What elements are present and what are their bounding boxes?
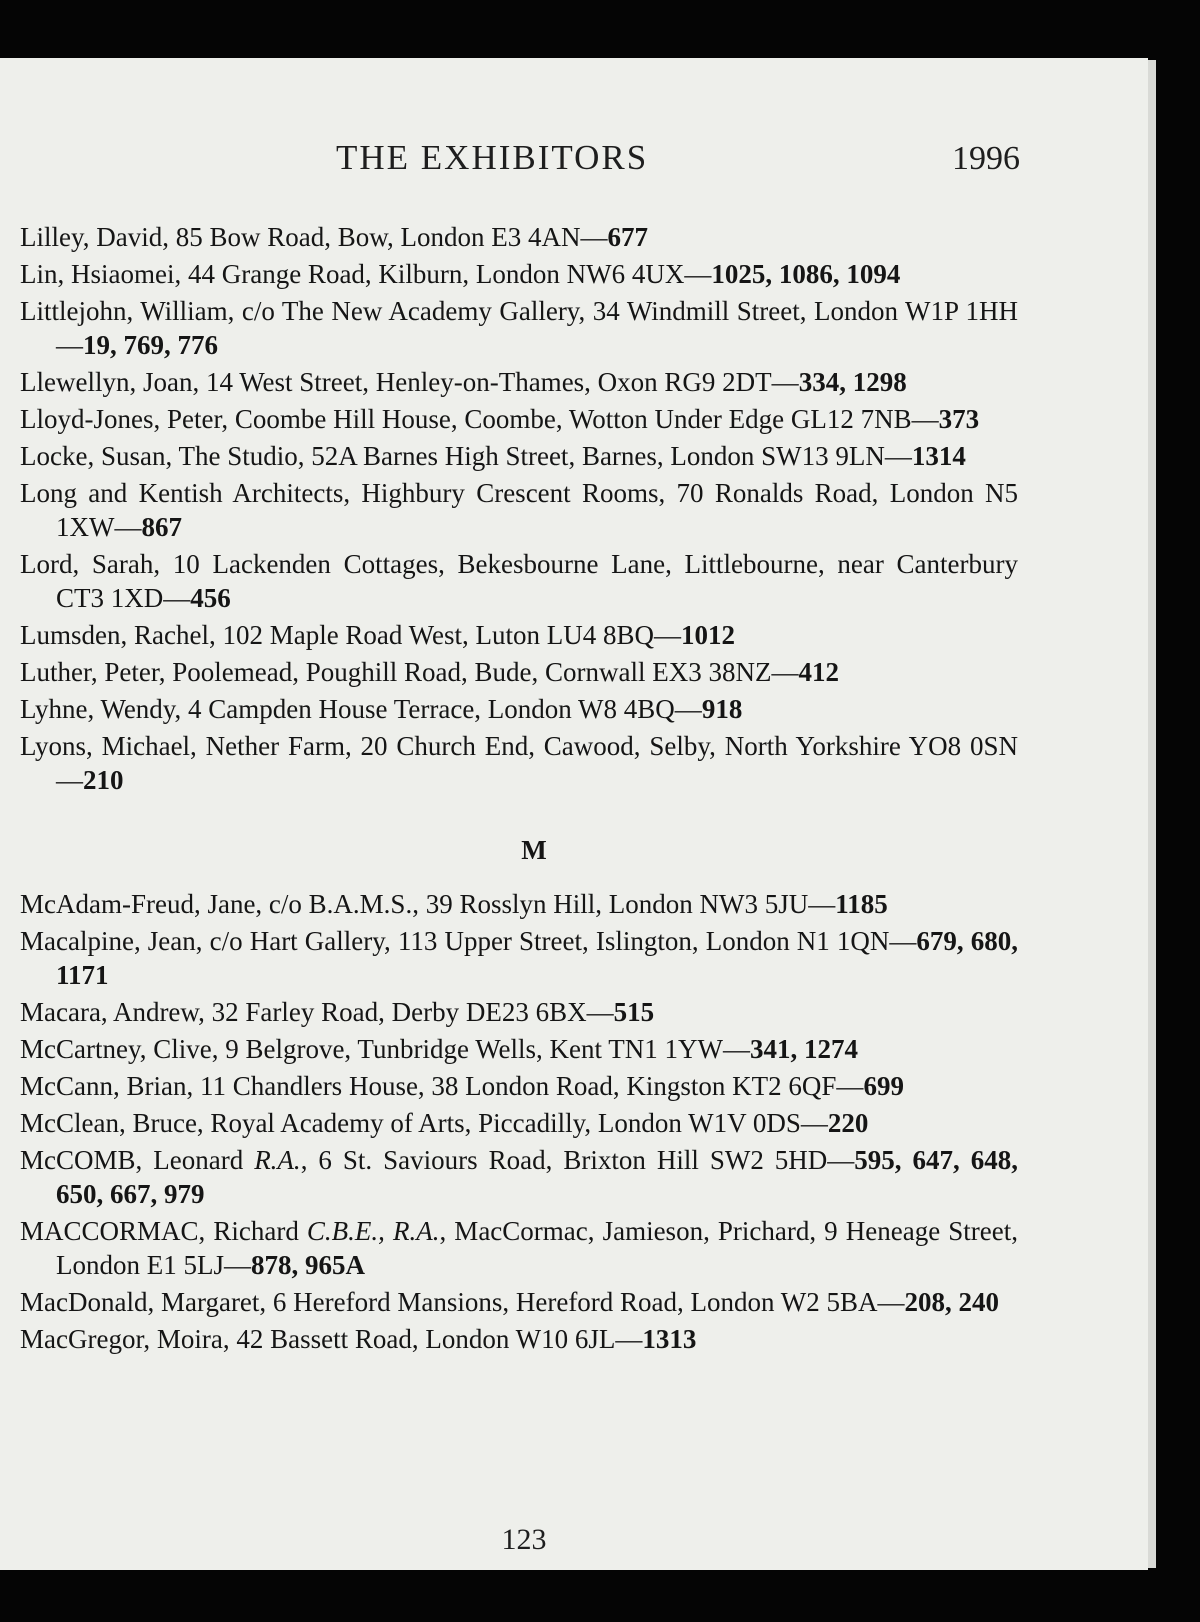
exhibitor-entry: MacGregor, Moira, 42 Bassett Road, London W10 6JL—1313 [20, 1324, 697, 1354]
running-year: 1996 [952, 140, 1020, 177]
exhibitor-entry: McCOMB, Leonard R.A., 6 St. Saviours Road, Brixton Hill SW2 5HD—595, 647, 648, 650, 667, 979 [20, 1145, 1019, 1209]
exhibitor-entry: MacDonald, Margaret, 6 Hereford Mansions, Hereford Road, London W2 5BA—208, 240 [20, 1287, 1000, 1317]
exhibitor-entry: Lilley, David, 85 Bow Road, Bow, London E3 4AN—677 [20, 222, 648, 252]
running-title: THE EXHIBITORS [336, 138, 649, 177]
exhibitor-entry: McCann, Brian, 11 Chandlers House, 38 London Road, Kingston KT2 6QF—699 [20, 1071, 904, 1101]
exhibitor-entry: Lyhne, Wendy, 4 Campden House Terrace, London W8 4BQ—918 [20, 694, 743, 724]
running-head [0, 138, 1148, 188]
page-edge [1148, 60, 1156, 1568]
book-page [0, 58, 1148, 1570]
exhibitor-entry: Macara, Andrew, 32 Farley Road, Derby DE23 6BX—515 [20, 997, 655, 1027]
exhibitor-entry: Lord, Sarah, 10 Lackenden Cottages, Bekesbourne Lane, Littlebourne, near Canterbury CT3 1XD—456 [20, 549, 1018, 613]
exhibitor-entry: Long and Kentish Architects, Highbury Crescent Rooms, 70 Ronalds Road, London N5 1XW—867 [20, 478, 1018, 542]
exhibitor-entry: Locke, Susan, The Studio, 52A Barnes High Street, Barnes, London SW13 9LN—1314 [20, 441, 966, 471]
exhibitor-entry: McClean, Bruce, Royal Academy of Arts, Piccadilly, London W1V 0DS—220 [20, 1108, 869, 1138]
exhibitor-entry: Llewellyn, Joan, 14 West Street, Henley-on-Thames, Oxon RG9 2DT—334, 1298 [20, 367, 907, 397]
exhibitor-entry: Littlejohn, William, c/o The New Academy Gallery, 34 Windmill Street, London W1P 1HH—19, 769, 776 [20, 296, 1018, 360]
section-heading-m: M [521, 835, 547, 865]
exhibitor-entry: McAdam-Freud, Jane, c/o B.A.M.S., 39 Rosslyn Hill, London NW3 5JU—1185 [20, 889, 888, 919]
exhibitor-entry: MACCORMAC, Richard C.B.E., R.A., MacCormac, Jamieson, Prichard, 9 Heneage Street, London E1 5LJ—878, 965A [20, 1216, 1019, 1280]
exhibitor-entry: McCartney, Clive, 9 Belgrove, Tunbridge Wells, Kent TN1 1YW—341, 1274 [20, 1034, 859, 1064]
exhibitor-entry: Luther, Peter, Poolemead, Poughill Road, Bude, Cornwall EX3 38NZ—412 [20, 657, 839, 687]
exhibitor-entry: Lyons, Michael, Nether Farm, 20 Church End, Cawood, Selby, North Yorkshire YO8 0SN—210 [20, 731, 1018, 795]
exhibitor-list [20, 220, 1018, 1359]
page-number: 123 [501, 1523, 547, 1556]
exhibitor-entry: Macalpine, Jean, c/o Hart Gallery, 113 Upper Street, Islington, London N1 1QN—679, 680, 1171 [20, 926, 1019, 990]
exhibitor-entry: Lumsden, Rachel, 102 Maple Road West, Luton LU4 8BQ—1012 [20, 620, 735, 650]
exhibitor-entry: Lin, Hsiaomei, 44 Grange Road, Kilburn, London NW6 4UX—1025, 1086, 1094 [20, 259, 901, 289]
exhibitor-entry: Lloyd-Jones, Peter, Coombe Hill House, Coombe, Wotton Under Edge GL12 7NB—373 [20, 404, 980, 434]
